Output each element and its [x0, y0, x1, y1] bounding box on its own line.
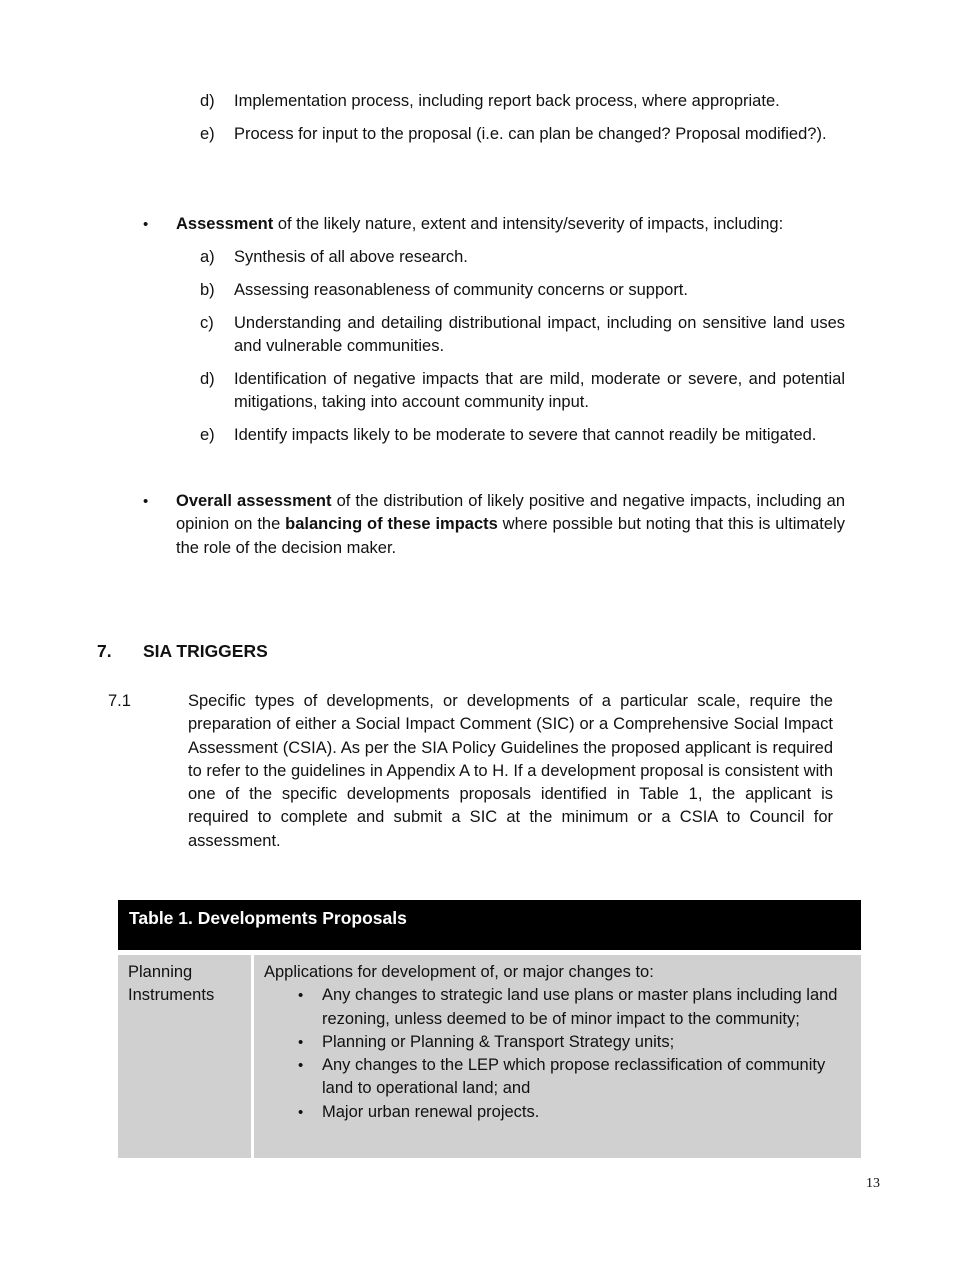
table-row-label: Planning Instruments — [118, 955, 251, 1158]
list-marker: b) — [200, 281, 215, 299]
section-title: SIA TRIGGERS — [143, 641, 268, 661]
list-marker: e) — [200, 426, 215, 444]
bullet-icon: • — [143, 493, 149, 510]
table-bullet-item — [264, 984, 851, 1031]
overall-bold-2: balancing of these impacts — [285, 515, 498, 534]
paragraph-number: 7.1 — [108, 692, 131, 710]
list-marker: d) — [200, 92, 215, 110]
overall-bold-1: Overall assessment — [176, 492, 332, 510]
table-bullet-item — [264, 1054, 851, 1101]
table-bullet-item — [264, 1101, 851, 1124]
table-title: Table 1. Developments Proposals — [118, 900, 861, 950]
list-text: Identification of negative impacts that are mild, moderate or severe, and potential mitigations, taking into account community input. — [234, 370, 845, 412]
list-marker: a) — [200, 248, 215, 266]
table-bullet-text: Major urban renewal projects. — [322, 1102, 540, 1121]
list-text: Understanding and detailing distributional impact, including on sensitive land uses and vulnerable communities. — [234, 314, 845, 356]
table-intro: Applications for development of, or major changes to: — [264, 963, 654, 981]
list-marker: e) — [200, 125, 215, 143]
table-bullet-item — [264, 1031, 851, 1054]
bullet-icon: • — [298, 987, 304, 1005]
section-number: 7. — [97, 641, 112, 661]
list-marker: c) — [200, 314, 214, 332]
bullet-icon: • — [298, 1103, 304, 1121]
assessment-text — [176, 213, 845, 236]
assessment-bold: Assessment — [176, 215, 274, 233]
table-cell-content — [254, 955, 861, 1158]
list-marker: d) — [200, 370, 215, 388]
overall-text-1: of the distribution of likely positive and negative impacts, including an opinion on the — [176, 492, 845, 534]
bullet-icon: • — [298, 1033, 304, 1051]
assessment-rest: of the likely nature, extent and intensity/severity of impacts, including: — [273, 215, 784, 233]
overall-text — [176, 490, 845, 560]
bullet-icon: • — [298, 1057, 304, 1075]
overall-text-2: where possible but noting that this is ultimately the role of the decision maker. — [176, 515, 845, 557]
page-number: 13 — [866, 1176, 880, 1191]
table-bullet-text: Any changes to strategic land use plans or master plans including land rezoning, unless deemed to be of minor impact to the community; — [322, 986, 838, 1028]
paragraph-text: Specific types of developments, or developments of a particular scale, require the preparation of either a Social Impact Comment (SIC) or a Comprehensive Social Impact Assessment (CSIA). As per the SIA Policy Guidelines the proposed applicant is required to refer to the guidelines in Appendix A to H. If a development proposal is consistent with one of the specific developments proposals identified in Table 1, the applicant is required to complete and submit a SIC at the minimum or a CSIA to Council for assessment. — [188, 692, 833, 850]
list-text: Identify impacts likely to be moderate to severe that cannot readily be mitigated. — [234, 426, 817, 444]
list-text: Assessing reasonableness of community concerns or support. — [234, 281, 688, 299]
list-text: Implementation process, including report back process, where appropriate. — [234, 92, 780, 110]
list-text: Process for input to the proposal (i.e. can plan be changed? Proposal modified?). — [234, 125, 827, 143]
table-bullet-text: Any changes to the LEP which propose reclassification of community land to operational land; and — [322, 1056, 826, 1098]
bullet-icon: • — [143, 216, 149, 233]
list-text: Synthesis of all above research. — [234, 248, 468, 266]
table-bullet-text: Planning or Planning & Transport Strategy units; — [322, 1032, 675, 1051]
